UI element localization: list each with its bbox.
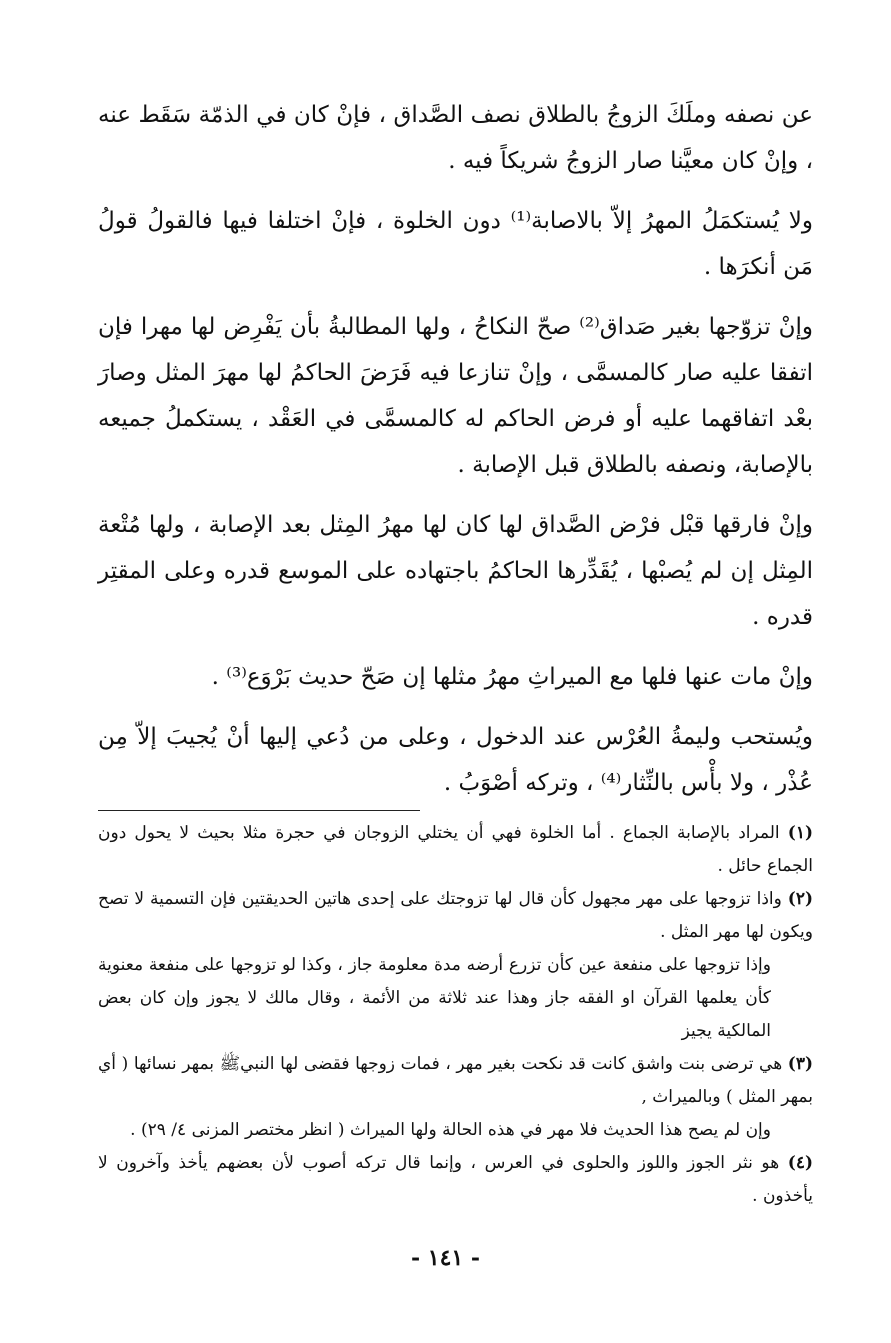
- paragraph: وإنْ تزوّجها بغير صَداق⁽²⁾ صحّ النكاحُ ، ولها المطالبةُ بأن يَفْرِض لها مهرا فإن اتفقا عليه صار كالمسمَّى ، وإنْ تنازعا فيه فَرَضَ الحاكمُ لها مهرَ المثل وصارَ بعْد اتفاقهما عليه أو فرض الحاكم له كالمسمَّى في العَقْد ، يستكملُ جميعه بالإصابة، ونصفه بالطلاق قبل الإصابة .: [98, 314, 813, 478]
- footnotes: [98, 817, 813, 1213]
- footnote-continuation: [98, 949, 813, 1048]
- paragraph: وإنْ فارقها قبْل فرْض الصَّداق لها كان لها مهرُ المِثل بعد الإصابة ، ولها مُتْعة المِثل إن لم يُصبْها ، يُقَدِّرها الحاكمُ باجتهاده على الموسع قدره وعلى المقتِر قدره .: [98, 512, 813, 630]
- footnote-divider: [98, 810, 420, 811]
- main-text: [98, 92, 813, 806]
- footnote-number: (٤): [787, 1153, 813, 1173]
- footnote-continuation: [98, 1114, 813, 1147]
- footnote-number: (٣): [787, 1054, 813, 1074]
- footnote-text: وإن لم يصح هذا الحديث فلا مهر في هذه الحالة ولها الميراث ( انظر مختصر المزنى ٤/ ٢٩) .: [130, 1120, 771, 1140]
- footnote-number: (١): [787, 823, 813, 843]
- footnote-text: هو نثر الجوز واللوز والحلوى في العرس ، وإنما قال تركه أصوب لأن بعضهم يأخذ وآخرون لا يأخذون .: [98, 1153, 813, 1206]
- footnote-number: (٢): [787, 889, 813, 909]
- footnote: [98, 883, 813, 949]
- footnote: [98, 1048, 813, 1114]
- page-number: - ١٤١ -: [410, 1245, 481, 1271]
- footnote-text: المراد بالإصابة الجماع . أما الخلوة فهي أن يختلي الزوجان في حجرة مثلا بحيث لا يحول دون الجماع حائل .: [98, 823, 813, 876]
- footnote-text: هي ترضى بنت واشق كانت قد نكحت بغير مهر ، فمات زوجها فقضى لها النبيﷺ بمهر نسائها ( أي بمهر المثل ) وبالميراث ,: [98, 1054, 813, 1107]
- footnote-text: واذا تزوجها على مهر مجهول كأن قال لها تزوجتك على إحدى هاتين الحديقتين فإن التسمية لا تصح ويكون لها مهر المثل .: [98, 889, 813, 942]
- footnote: [98, 1147, 813, 1213]
- paragraph: عن نصفه وملَكَ الزوجُ بالطلاق نصف الصَّداق ، فإنْ كان في الذمّة سَقَط عنه ، وإنْ كان معيَّنا صار الزوجُ شريكاً فيه .: [98, 102, 813, 174]
- paragraph: ولا يُستكمَلُ المهرُ إلاّ بالاصابة⁽¹⁾ دون الخلوة ، فإنْ اختلفا فيها فالقولُ قولُ مَن أنكرَها .: [98, 208, 813, 280]
- footnote: [98, 817, 813, 883]
- footnote-text: وإذا تزوجها على منفعة عين كأن تزرع أرضه مدة معلومة جاز ، وكذا لو تزوجها على منفعة معنوية كأن يعلمها القرآن او الفقه جاز وهذا عند ثلاثة من الأئمة ، وقال مالك لا يجوز وإن كان بعض المالكية يجيز: [98, 955, 771, 1041]
- paragraph: وإنْ مات عنها فلها مع الميراثِ مهرُ مثلها إن صَحّ حديث بَرْوَع⁽³⁾ .: [211, 664, 813, 690]
- paragraph: ويُستحب وليمةُ العُرْس عند الدخول ، وعلى من دُعي إليها أنْ يُجيبَ إلاّ مِن عُذْر ، ولا بأْس بالنِّثار⁽⁴⁾ ، وتركه أصْوَبُ .: [98, 724, 813, 796]
